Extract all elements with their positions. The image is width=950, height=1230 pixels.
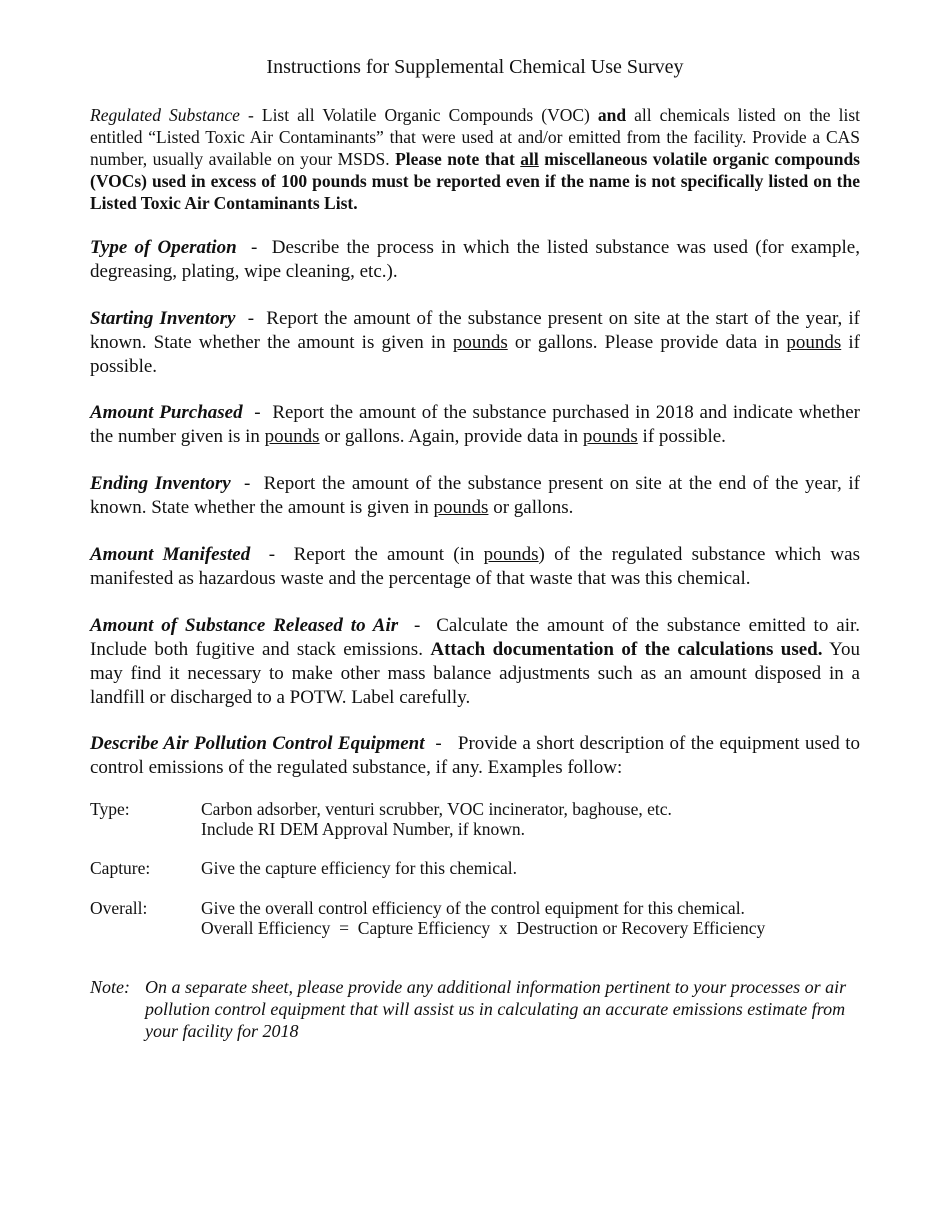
section-text: or gallons. Please provide data in [507, 332, 787, 353]
section-label: Amount Manifested [90, 544, 251, 565]
section-text: all chemicals listed on the list entitled “Listed Toxic Air Contaminants” that were used at and/or emitted from the facility. Provide a CAS number, usually available on your MSDS. [90, 105, 861, 169]
example-text [201, 858, 881, 878]
section-starting-inventory [90, 307, 860, 379]
section-regulated-substance [90, 104, 860, 214]
section-text: or gallons. [488, 497, 574, 518]
section-text: Describe the process in which the listed substance was used (for example, degreasing, plating, wipe cleaning, etc.). [90, 237, 860, 282]
section-released-to-air [90, 614, 860, 710]
bold-instruction: Attach documentation of the calculations used. [430, 639, 823, 660]
section-text: if possible. [90, 332, 860, 377]
underlined-pounds: pounds [786, 332, 842, 353]
example-type [90, 799, 880, 841]
example-overall [90, 898, 880, 940]
emphasis-and: and [597, 105, 627, 125]
section-text: if possible. [637, 426, 726, 447]
section-text: Report the amount of the substance present on site at the end of the year, if known. State whether the amount is given in [90, 473, 860, 518]
section-amount-purchased [90, 401, 860, 449]
section-text: You may find it necessary to make other mass balance adjustments such as an amount disposed in a landfill or discharged to a POTW. Label carefully. [90, 639, 860, 708]
underlined-pounds: pounds [452, 332, 508, 353]
example-capture [90, 858, 880, 880]
underlined-pounds: pounds [433, 497, 489, 518]
underlined-pounds: pounds [582, 426, 638, 447]
section-text: or gallons. Again, provide data in [319, 426, 583, 447]
example-text [201, 799, 881, 839]
separator: - [236, 237, 272, 258]
example-text [201, 898, 881, 938]
section-text: Provide a short description of the equipment used to control emissions of the regulated substance, if any. Examples follow: [90, 733, 860, 778]
separator: - [398, 615, 437, 636]
note [90, 976, 870, 1046]
example-line: Give the overall control efficiency of the control equipment for this chemical. [201, 898, 745, 918]
section-label: Describe Air Pollution Control Equipment [90, 733, 425, 754]
section-text: List all Volatile Organic Compounds (VOC) [261, 105, 598, 125]
separator: - [235, 308, 267, 329]
note-label: Note: [90, 977, 130, 997]
page-title: Instructions for Supplemental Chemical Use Survey [266, 56, 684, 78]
section-label: Amount of Substance Released to Air [90, 615, 399, 636]
note-text: On a separate sheet, please provide any additional information pertinent to your processes or air pollution control equipment that will assist us in calculating an accurate emissions estimate from your facility for 2018 [145, 977, 847, 1041]
section-amount-manifested [90, 543, 860, 591]
example-line: Give the capture efficiency for this chemical. [201, 858, 517, 878]
bold-text: Please note that [395, 149, 521, 169]
section-label: Ending Inventory [90, 473, 231, 494]
section-type-of-operation [90, 236, 860, 284]
bold-text: miscellaneous volatile organic compounds (VOCs) used in excess of 100 pounds must be reported even if the name is not specifically listed on the Listed Toxic Air Contaminants List. [90, 149, 860, 213]
section-label: Amount Purchased [90, 402, 243, 423]
underlined-pounds: pounds [483, 544, 539, 565]
example-label: Capture: [90, 858, 151, 878]
section-text: Report the amount (in [293, 544, 484, 565]
separator: - [424, 733, 458, 754]
separator: - [230, 473, 264, 494]
section-label: Regulated Substance [90, 105, 240, 125]
section-control-equipment [90, 732, 860, 780]
section-label: Starting Inventory [90, 308, 236, 329]
example-label: Overall: [90, 898, 148, 918]
separator: - [239, 105, 262, 125]
separator: - [250, 544, 294, 565]
underlined-all: all [520, 149, 539, 169]
example-line: Overall Efficiency = Capture Efficiency x Destruction or Recovery Efficiency [201, 918, 766, 938]
section-ending-inventory [90, 472, 860, 520]
section-text: Report the amount of the substance present on site at the start of the year, if known. State whether the amount is given in [90, 308, 860, 353]
underlined-pounds: pounds [264, 426, 320, 447]
section-text: Report the amount of the substance purchased in 2018 and indicate whether the number given is in [90, 402, 861, 447]
section-text: Calculate the amount of the substance emitted to air. Include both fugitive and stack emissions. [90, 615, 861, 660]
example-line: Include RI DEM Approval Number, if known. [201, 819, 525, 839]
separator: - [242, 402, 273, 423]
section-text: ) of the regulated substance which was manifested as hazardous waste and the percentage of that waste that was this chemical. [90, 544, 860, 589]
section-label: Type of Operation [90, 237, 237, 258]
example-line: Carbon adsorber, venturi scrubber, VOC incinerator, baghouse, etc. [201, 799, 672, 819]
example-label: Type: [90, 799, 130, 819]
